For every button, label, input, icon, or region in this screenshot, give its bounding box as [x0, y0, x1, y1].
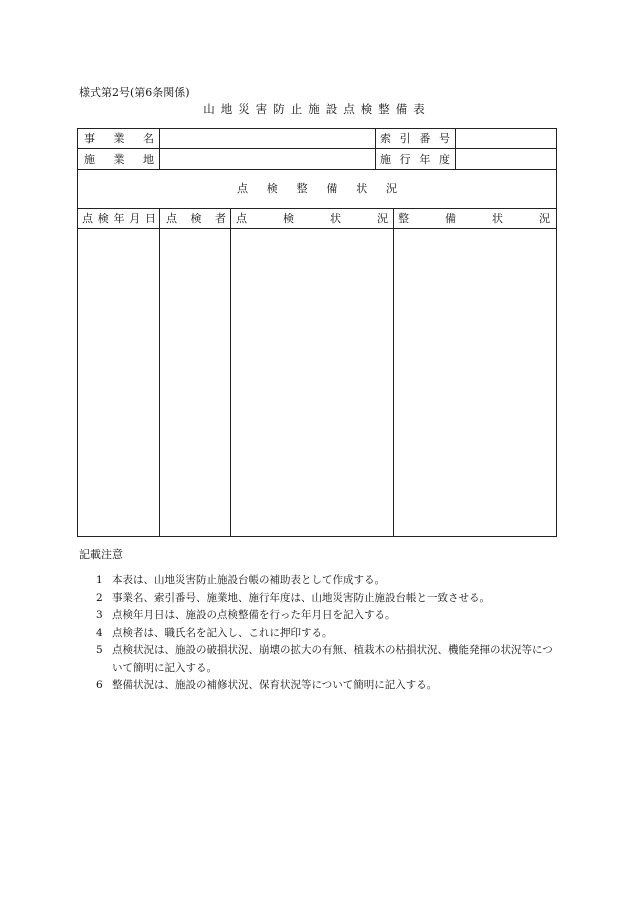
column-header-maintenance-status: 整 備 状 況: [398, 212, 550, 225]
row-divider-2: [78, 169, 556, 170]
note-text: 点検状況は、施設の破損状況、崩壊の拡大の有無、植栽木の枯損状況、機能発揮の状況等について簡明に記入する。: [112, 644, 553, 674]
column-divider-1: [159, 208, 160, 536]
row-divider-1: [78, 148, 556, 149]
section-title: 点 検 整 備 状 況: [237, 182, 397, 195]
row-divider-4: [78, 228, 556, 229]
header-divider-2: [375, 129, 376, 169]
note-item: [84, 642, 554, 677]
form-number: 様式第2号(第6条関係): [79, 86, 190, 99]
row-divider-3: [78, 208, 556, 209]
label-site: 施 業 地: [84, 153, 154, 166]
column-divider-2: [230, 208, 231, 536]
note-text: 整備状況は、施設の補修状況、保育状況等について簡明に記入する。: [112, 679, 438, 691]
note-item: [84, 572, 554, 590]
note-number: 2: [96, 591, 103, 604]
note-item: [84, 677, 554, 695]
column-header-inspection-date: 点 検 年 月 日: [82, 212, 156, 225]
note-item: [84, 607, 554, 625]
note-text: 点検者は、職氏名を記入し、これに押印する。: [112, 626, 333, 639]
note-number: 1: [96, 574, 103, 586]
column-divider-3: [393, 208, 394, 536]
label-index-number: 索 引 番 号: [380, 132, 450, 145]
label-project-name: 事 業 名: [84, 132, 154, 145]
note-text: 点検年月日は、施設の点検整備を行った年月日を記入する。: [112, 609, 396, 621]
note-item: [84, 625, 554, 643]
note-number: 3: [96, 609, 103, 621]
label-fiscal-year: 施 行 年 度: [380, 153, 450, 166]
form-title: 山地災害防止施設点検整備表: [203, 102, 431, 116]
note-text: 本表は、山地災害防止施設台帳の補助表として作成する。: [112, 574, 385, 586]
column-header-inspection-status: 点 検 状 況: [236, 212, 388, 225]
note-number: 5: [96, 644, 103, 656]
notes-heading: 記載注意: [79, 548, 123, 561]
note-text: 事業名、索引番号、施業地、施行年度は、山地災害防止施設台帳と一致させる。: [112, 591, 490, 604]
header-divider-3: [455, 129, 456, 169]
note-number: 6: [96, 679, 103, 691]
note-number: 4: [96, 626, 103, 639]
note-item: [84, 590, 554, 608]
header-divider-1: [159, 129, 160, 169]
inspection-form-table: [77, 128, 557, 537]
column-header-inspector: 点 検 者: [166, 212, 226, 225]
notes-list: [84, 572, 554, 695]
